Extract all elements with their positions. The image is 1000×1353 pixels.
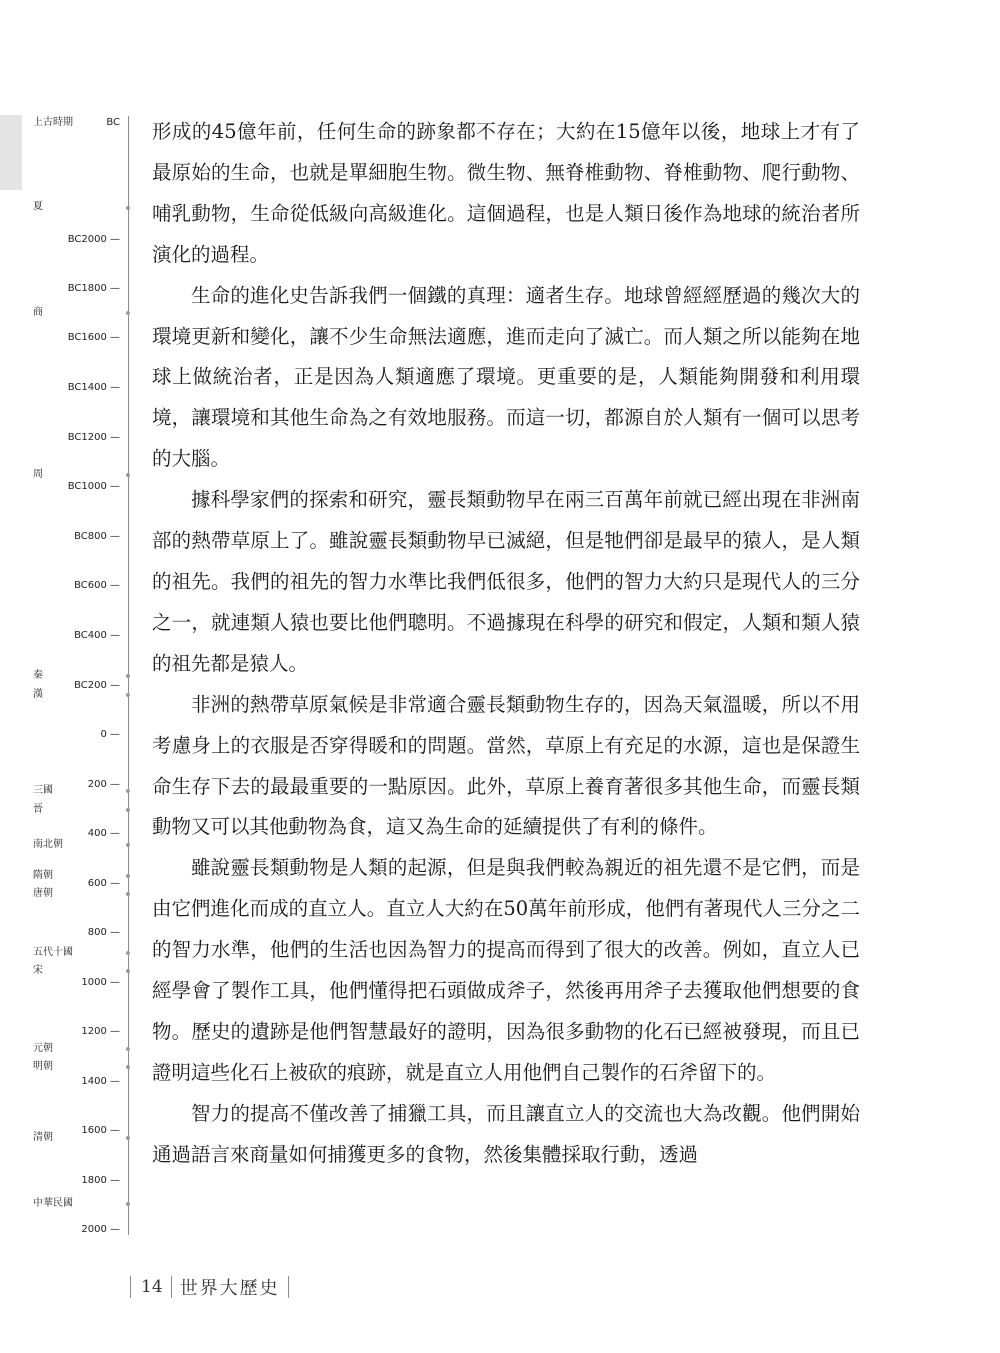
year-tick: BC1400 — [67, 382, 120, 393]
year-tick: BC1600 — [67, 332, 120, 343]
era-marker-dot [126, 951, 130, 955]
book-title: 世界大歷史 [179, 1278, 280, 1299]
paragraph: 雖說靈長類動物是人類的起源，但是與我們較為親近的祖先還不是它們，而是由它們進化而成的直立人。直立人大約在50萬年前形成，他們有著現代人三分之二的智力水準，他們的生活也因為智力的提高而得到了很大的改善。例如，直立人已經學會了製作工具，他們懂得把石頭做成斧子，然後再用斧子去獲取他們想要的食物。歷史的遺跡是他們智慧最好的證明，因為很多動物的化石已經被發現，而且已證明這些化石上被砍的痕跡，就是直立人用他們自己製作的石斧留下的。 [152, 856, 860, 1084]
era-label: 周 [33, 469, 43, 480]
era-label: 元朝 [33, 1043, 53, 1054]
era-marker-dot [126, 674, 130, 678]
page-footer [130, 1275, 289, 1299]
era-marker-dot [126, 473, 130, 477]
year-tick: 0 — [100, 729, 120, 740]
paragraph: 生命的進化史告訴我們一個鐵的真理：適者生存。地球曾經經歷過的幾次大的環境更新和變化，讓不少生命無法適應，進而走向了滅亡。而人類之所以能夠在地球上做統治者，正是因為人類適應了環境。更重要的是，人類能夠開發和利用環境，讓環境和其他生命為之有效地服務。而這一切，都源自於人類有一個可以思考的大腦。 [152, 283, 860, 471]
era-marker-dot [126, 311, 130, 315]
year-tick: BC1200 — [67, 432, 120, 443]
year-tick: BC400 — [74, 630, 120, 641]
era-label: 三國 [33, 785, 53, 796]
era-marker-dot [126, 843, 130, 847]
era-label: 隋朝 [33, 870, 53, 881]
era-label: 漢 [33, 689, 43, 700]
era-label: 明朝 [33, 1061, 53, 1072]
year-tick: BC200 — [74, 680, 120, 691]
dynasty-timeline [0, 0, 140, 1353]
era-marker-dot [126, 206, 130, 210]
paragraph: 智力的提高不僅改善了捕獵工具，而且讓直立人的交流也大為改觀。他們開始通過語言來商量如何捕獲更多的食物，然後集體採取行動，透過 [152, 1101, 860, 1166]
era-marker-dot [126, 808, 130, 812]
year-tick: BC600 — [74, 580, 120, 591]
era-label: 清朝 [33, 1132, 53, 1143]
paragraph: 據科學家們的探索和研究，靈長類動物早在兩三百萬年前就已經出現在非洲南部的熱帶草原上了。雖說靈長類動物早已滅絕，但是牠們卻是最早的猿人，是人類的祖先。我們的祖先的智力水準比我們低很多，他們的智力大約只是現代人的三分之一，就連類人猿也要比他們聰明。不過據現在科學的研究和假定，人類和類人猿的祖先都是猿人。 [152, 488, 860, 675]
era-label: 中華民國 [33, 1198, 73, 1209]
year-tick: BC2000 — [67, 234, 120, 245]
year-tick: 1000 — [81, 977, 120, 988]
year-tick: 400 — [87, 828, 120, 839]
era-label: 宋 [33, 965, 43, 976]
page-number: 14 [141, 1277, 163, 1297]
era-label: 晉 [33, 804, 43, 815]
year-tick: 2000 — [81, 1224, 120, 1235]
footer-divider [288, 1276, 289, 1298]
era-marker-dot [126, 1065, 130, 1069]
era-marker-dot [126, 892, 130, 896]
era-label: 商 [33, 307, 43, 318]
era-label: 五代十國 [33, 947, 73, 958]
era-marker-dot [126, 969, 130, 973]
era-marker-dot [126, 693, 130, 697]
era-label: 唐朝 [33, 888, 53, 899]
era-marker-dot [126, 1047, 130, 1051]
year-tick: 1400 — [81, 1076, 120, 1087]
era-marker-dot [126, 874, 130, 878]
era-marker-dot [126, 1136, 130, 1140]
paragraph: 非洲的熱帶草原氣候是非常適合靈長類動物生存的，因為天氣溫暖，所以不用考慮身上的衣服是否穿得暖和的問題。當然，草原上有充足的水源，這也是保證生命生存下去的最最重要的一點原因。此外，草原上養育著很多其他生命，而靈長類動物又可以其他動物為食，這又為生命的延續提供了有利的條件。 [152, 692, 860, 839]
year-tick: 1600 — [81, 1125, 120, 1136]
era-marker-dot [126, 789, 130, 793]
year-tick: 800 — [87, 927, 120, 938]
era-label: 上古時期 [33, 117, 73, 128]
year-tick: BC1000 — [67, 481, 120, 492]
year-tick: 200 — [87, 779, 120, 790]
year-tick: 600 — [87, 878, 120, 889]
era-label: 南北朝 [33, 839, 63, 850]
era-label: 秦 [33, 670, 43, 681]
year-tick: BC800 — [74, 531, 120, 542]
year-tick: BC [106, 117, 120, 128]
paragraph: 形成的45億年前，任何生命的跡象都不存在；大約在15億年以後，地球上才有了最原始的生命，也就是單細胞生物。微生物、無脊椎動物、脊椎動物、爬行動物、哺乳動物，生命從低級向高級進化。這個過程，也是人類日後作為地球的統治者所演化的過程。 [152, 120, 860, 266]
era-marker-dot [126, 1202, 130, 1206]
era-label: 夏 [33, 201, 43, 212]
year-tick: 1200 — [81, 1026, 120, 1037]
year-tick: BC1800 — [67, 283, 120, 294]
body-text [152, 112, 860, 1176]
year-tick: 1800 — [81, 1175, 120, 1186]
